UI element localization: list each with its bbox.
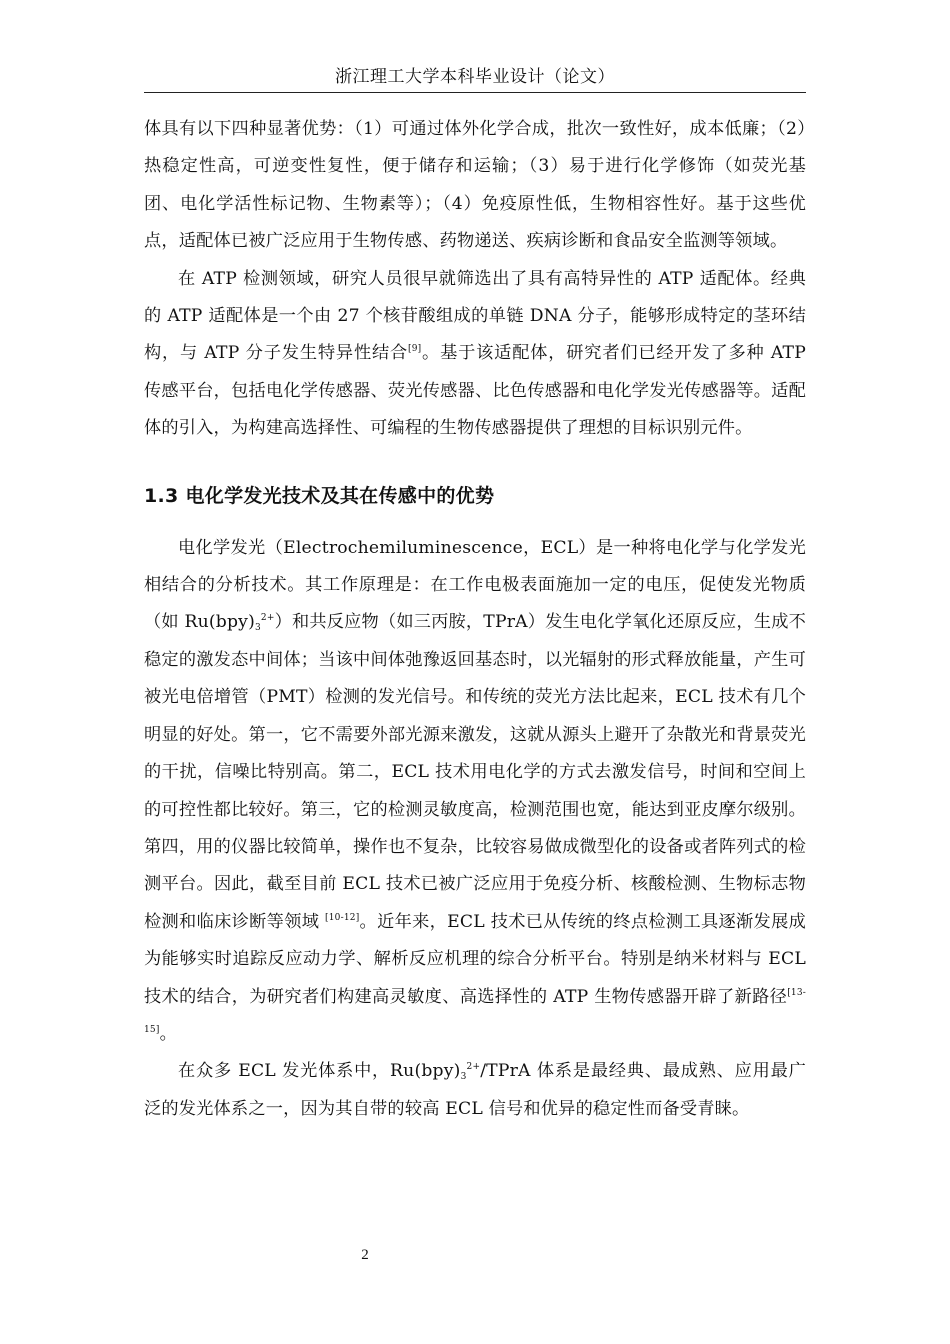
paragraph-text: 电化学发光（Electrochemiluminescence，ECL）是一种将电化学与化学发光相结合的分析技术。其工作原理是：在工作电极表面施加一定的电压，促使发光物质（如 Ru(bpy) [144, 537, 806, 633]
header-rule [144, 92, 806, 93]
paragraph-text: 。基于该适配体，研究者们已经开发了多种 ATP 传感平台，包括电化学传感器、荧光传感器、比色传感器和电化学发光传感器等。适配体的引入，为构建高选择性、可编程的生物传感器提供了理想的目标识别元件。 [144, 343, 806, 439]
subscript: 3 [254, 623, 261, 634]
citation-ref: [13-15] [144, 987, 806, 1035]
paragraph-aptamer-advantages [144, 111, 806, 261]
paragraph-text: ）和共反应物（如三丙胺，TPrA）发生电化学氧化还原反应，生成不稳定的激发态中间体；当该中间体弛豫返回基态时，以光辐射的形式释放能量，产生可被光电倍增管（PMT）检测的发光信号。和传统的荧光方法比起来，ECL 技术有几个明显的好处。第一，它不需要外部光源来激发，这就从源头上避开了杂散光和背景荧光的干扰，信噪比特别高。第二，ECL 技术用电化学的方式去激发信号，时间和空间上的可控性都比较好。第三，它的检测灵敏度高，检测范围也宽，能达到亚皮摩尔级别。第四，用的仪器比较简单，操作也不复杂，比较容易做成微型化的设备或者阵列式的检测平台。因此，截至目前 ECL 技术已被广泛应用于免疫分析、核酸检测、生物标志物检测和临床诊断等领域 [144, 612, 806, 932]
superscript: 2+ [466, 1062, 481, 1073]
citation-ref: [10-12] [325, 912, 360, 923]
paragraph-text: 在众多 ECL 发光体系中，Ru(bpy) [178, 1061, 461, 1082]
paragraph-text: 。近年来，ECL 技术已从传统的终点检测工具逐渐发展成为能够实时追踪反应动力学、解析反应机理的综合分析平台。特别是纳米材料与 ECL 技术的结合，为研究者们构建高灵敏度、高选择性的 ATP 生物传感器开辟了新路径 [144, 911, 806, 1007]
paragraph-ecl-principle [144, 530, 806, 1054]
paragraph-ru-system [144, 1053, 806, 1128]
section-heading: 1.3 电化学发光技术及其在传感中的优势 [144, 484, 495, 507]
paragraph-text: /TPrA 体系是最经典、最成熟、应用最广泛的发光体系之一，因为其自带的较高 ECL 信号和优异的稳定性而备受青睐。 [144, 1061, 806, 1119]
superscript: 2+ [260, 613, 275, 624]
page-body [144, 111, 806, 1128]
subscript: 3 [460, 1072, 467, 1083]
running-header: 浙江理工大学本科毕业设计（论文） [335, 67, 615, 87]
citation-ref: [9] [408, 344, 422, 355]
paragraph-atp-aptamer [144, 261, 806, 448]
paragraph-text: 在 ATP 检测领域，研究人员很早就筛选出了具有高特异性的 ATP 适配体。经典的 ATP 适配体是一个由 27 个核苷酸组成的单链 DNA 分子，能够形成特定的茎环结构，与 ATP 分子发生特异性结合 [144, 268, 806, 364]
page-number: 2 [361, 1247, 369, 1263]
paragraph-text: 体具有以下四种显著优势：（1）可通过体外化学合成，批次一致性好，成本低廉；（2）热稳定性高，可逆变性复性，便于储存和运输；（3）易于进行化学修饰（如荧光基团、电化学活性标记物、生物素等）；（4）免疫原性低，生物相容性好。基于这些优点，适配体已被广泛应用于生物传感、药物递送、疾病诊断和食品安全监测等领域。 [144, 119, 806, 252]
paragraph-text: 。 [159, 1023, 177, 1044]
